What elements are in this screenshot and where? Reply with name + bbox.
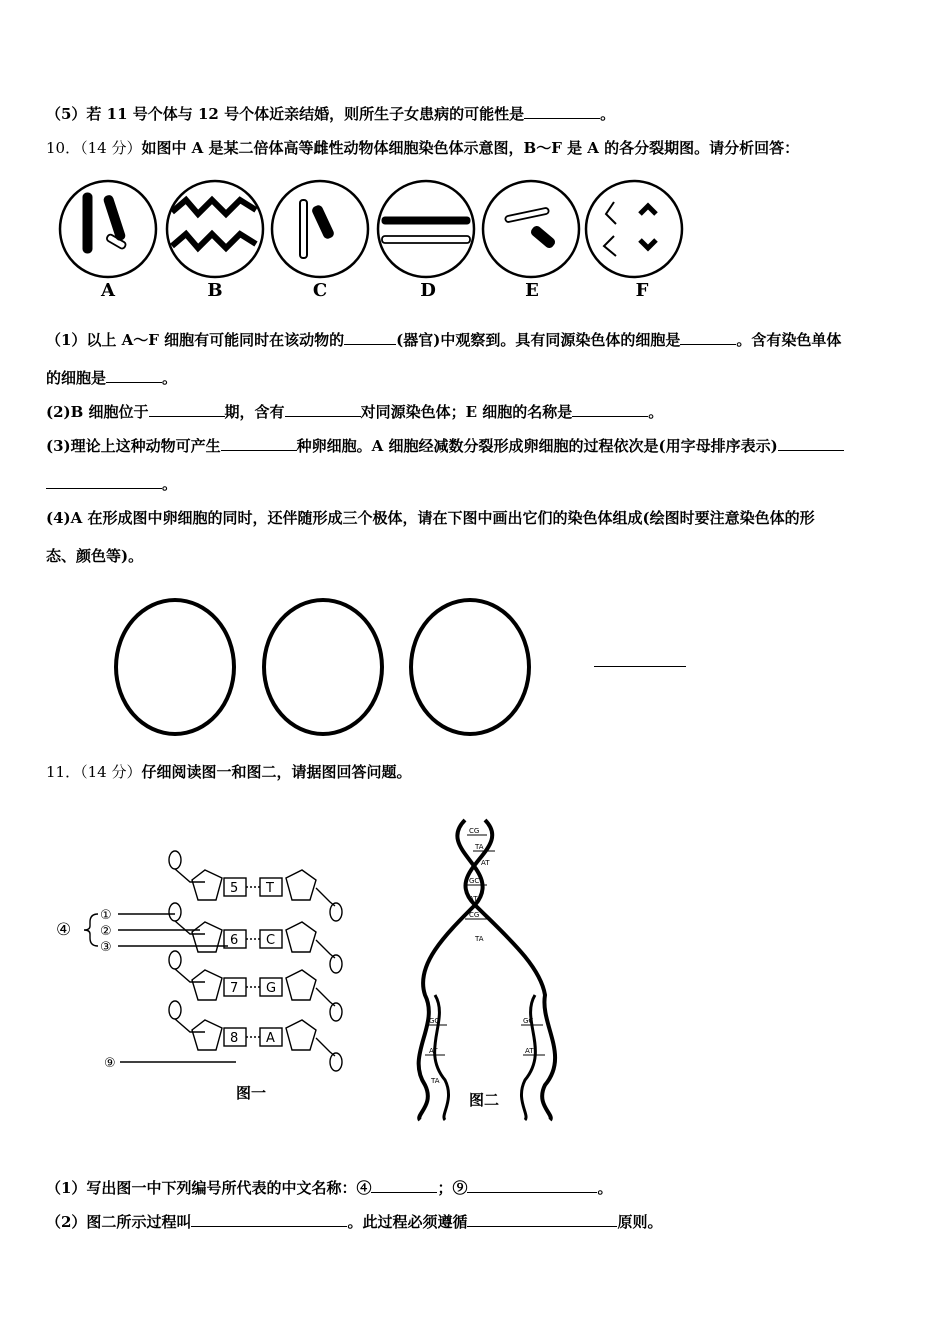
cell-E-outline (483, 181, 579, 277)
polar-body-circle-3[interactable] (409, 598, 531, 736)
base-T: T (266, 881, 274, 896)
deoxyribose (192, 970, 222, 1000)
phosphate (330, 1003, 342, 1021)
helix-strand (435, 995, 449, 1120)
base-pair-label: AT (481, 859, 490, 867)
label-3: ③ (100, 940, 112, 955)
q10-p1-text: 。含有染色单体 (736, 331, 842, 349)
phosphate (169, 951, 181, 969)
phosphate (169, 903, 181, 921)
answer-blank[interactable] (467, 1212, 617, 1227)
base-pair-label: AT (429, 1047, 438, 1055)
cell-D-chromosome (382, 217, 470, 224)
bracket (84, 914, 98, 946)
deoxyribose (286, 870, 316, 900)
q10-p1-text: 。 (162, 369, 178, 387)
cell-division-figure (0, 0, 950, 320)
figure-1-caption: 图一 (236, 1084, 267, 1102)
cell-B-chromosome (172, 200, 256, 214)
cell-A-chromosome (83, 193, 92, 253)
label-2: ② (100, 924, 112, 939)
phosphate (330, 1053, 342, 1071)
num-8: 8 (230, 1031, 239, 1046)
q11-stem-text: 仔细阅读图一和图二，请据图回答问题。 (141, 763, 412, 781)
base-pair-label: GC (469, 877, 480, 885)
base-G: G (266, 981, 277, 996)
q10-p4-text: 态、颜色等)。 (46, 547, 144, 565)
q10-number: 10．（14 分） (46, 139, 142, 157)
q10-p2-text: 期，含有 (224, 403, 285, 421)
figure-2-caption: 图二 (469, 1091, 500, 1109)
answer-blank[interactable] (285, 402, 361, 417)
cell-B-outline (167, 181, 263, 277)
q10-part1 (46, 330, 841, 350)
base-pair-label: GC (429, 1017, 440, 1025)
backbone-link (175, 1019, 205, 1032)
q10-p3-text: 种卵细胞。A 细胞经减数分裂形成卵细胞的过程依次是(用字母排序表示) (296, 437, 778, 455)
cell-C-chromosome (311, 204, 334, 239)
answer-blank[interactable] (191, 1212, 347, 1227)
helix-strand (521, 995, 535, 1120)
cell-label-E: E (525, 280, 539, 301)
label-1: ① (100, 908, 112, 923)
base-pair-label: TA (475, 935, 484, 943)
cell-B-chromosome (172, 234, 256, 248)
cell-D-chromosome (382, 236, 470, 243)
figure-1-dna-structure (50, 840, 360, 1110)
label-4: ④ (56, 920, 72, 940)
q10-part3 (46, 436, 844, 456)
answer-blank[interactable] (594, 666, 686, 667)
q11-number: 11．（14 分） (46, 763, 142, 781)
polar-body-circle-2[interactable] (262, 598, 384, 736)
cell-C-outline (272, 181, 368, 277)
cell-F-chromosome (604, 236, 616, 256)
base-pair-label: GC (523, 1017, 534, 1025)
q10-p3-text: (3)理论上这种动物可产生 (46, 437, 221, 455)
answer-blank[interactable] (680, 330, 736, 345)
q11-p1-text: 。 (597, 1179, 613, 1197)
backbone-link (175, 921, 205, 934)
base-pair-label: AT (525, 1047, 534, 1055)
backbone-link (175, 869, 205, 882)
cell-label-D: D (420, 280, 436, 301)
answer-blank[interactable] (344, 330, 396, 345)
q10-p1-text: （1）以上 A～F 细胞有可能同时在该动物的 (46, 331, 345, 349)
deoxyribose (286, 922, 316, 952)
phosphate (169, 1001, 181, 1019)
polar-body-circle-1[interactable] (114, 598, 236, 736)
answer-blank[interactable] (46, 474, 162, 489)
num-6: 6 (230, 933, 239, 948)
base-pair-label: TA (431, 1077, 440, 1085)
q10-p1-text: 的细胞是 (46, 369, 107, 387)
cell-D-outline (378, 181, 474, 277)
q10-part3-cont (46, 474, 177, 494)
q10-p3-text: 。 (162, 475, 178, 493)
q9-part5-text: （5）若 11 号个体与 12 号个体近亲结婚，则所生子女患病的可能性是 (46, 105, 525, 123)
base-C: C (266, 933, 276, 948)
cell-E-chromosome (505, 207, 549, 222)
base-pair-label: CG (469, 827, 480, 835)
cell-F-chromosome (606, 202, 616, 224)
answer-blank[interactable] (149, 402, 225, 417)
base-pair-label: TA (475, 843, 484, 851)
q10-p4-text: (4)A 在形成图中卵细胞的同时，还伴随形成三个极体，请在下图中画出它们的染色体组成(绘图时要注意染色体的形 (46, 509, 815, 527)
cell-label-F: F (635, 280, 649, 301)
cell-E-chromosome (530, 225, 556, 249)
q10-part4-cont (46, 546, 143, 566)
cell-A-chromosome (103, 195, 126, 242)
deoxyribose (286, 970, 316, 1000)
cell-C-chromosome (300, 200, 307, 258)
cell-label-C: C (312, 280, 328, 301)
q11-part2 (46, 1212, 662, 1232)
q11-stem (46, 762, 411, 782)
helix-strand (465, 820, 555, 1120)
q10-p2-text: (2)B 细胞位于 (46, 403, 149, 421)
q11-part1 (46, 1178, 612, 1198)
backbone-link (316, 940, 335, 958)
deoxyribose (286, 1020, 316, 1050)
backbone-link (175, 969, 205, 982)
deoxyribose (192, 922, 222, 952)
q10-p1-text: (器官)中观察到。具有同源染色体的细胞是 (396, 331, 681, 349)
label-9: ⑨ (104, 1056, 116, 1071)
answer-blank[interactable] (467, 1178, 597, 1193)
base-A: A (266, 1031, 275, 1046)
q9-part5-end: 。 (600, 105, 616, 123)
base-pair-label: AT (469, 895, 478, 903)
q10-p2-text: 对同源染色体；E 细胞的名称是 (360, 403, 573, 421)
q11-p1-text: ；⑨ (437, 1179, 468, 1197)
num-5: 5 (230, 881, 239, 896)
phosphate (169, 851, 181, 869)
answer-blank[interactable] (572, 402, 648, 417)
q10-part2 (46, 402, 663, 422)
phosphate (330, 955, 342, 973)
cell-F-outline (586, 181, 682, 277)
answer-blank[interactable] (221, 436, 297, 451)
cell-label-B: B (207, 280, 223, 301)
cell-label-A: A (101, 280, 115, 301)
deoxyribose (192, 870, 222, 900)
answer-blank[interactable] (371, 1178, 437, 1193)
q11-p2-text: 。此过程必须遵循 (347, 1213, 468, 1231)
figure-2-dna-replication (395, 815, 585, 1125)
phosphate (330, 903, 342, 921)
deoxyribose (192, 1020, 222, 1050)
q10-p2-text: 。 (648, 403, 664, 421)
q10-stem-text: 如图中 A 是某二倍体高等雌性动物体细胞染色体示意图，B～F 是 A 的各分裂期图。请分析回答： (141, 139, 800, 157)
base-pair-label: CG (469, 911, 480, 919)
q10-part4 (46, 508, 815, 528)
q11-p2-text: 原则。 (617, 1213, 663, 1231)
cell-F-chromosome (640, 206, 656, 214)
cell-F-chromosome (640, 240, 656, 248)
backbone-link (316, 1038, 335, 1056)
q11-p2-text: （2）图二所示过程叫 (46, 1213, 192, 1231)
backbone-link (316, 888, 335, 906)
q11-p1-text: （1）写出图一中下列编号所代表的中文名称：④ (46, 1179, 372, 1197)
num-7: 7 (230, 981, 239, 996)
answer-blank[interactable] (778, 436, 844, 451)
answer-blank[interactable] (106, 368, 162, 383)
q10-part1-cont (46, 368, 177, 388)
backbone-link (316, 988, 335, 1006)
